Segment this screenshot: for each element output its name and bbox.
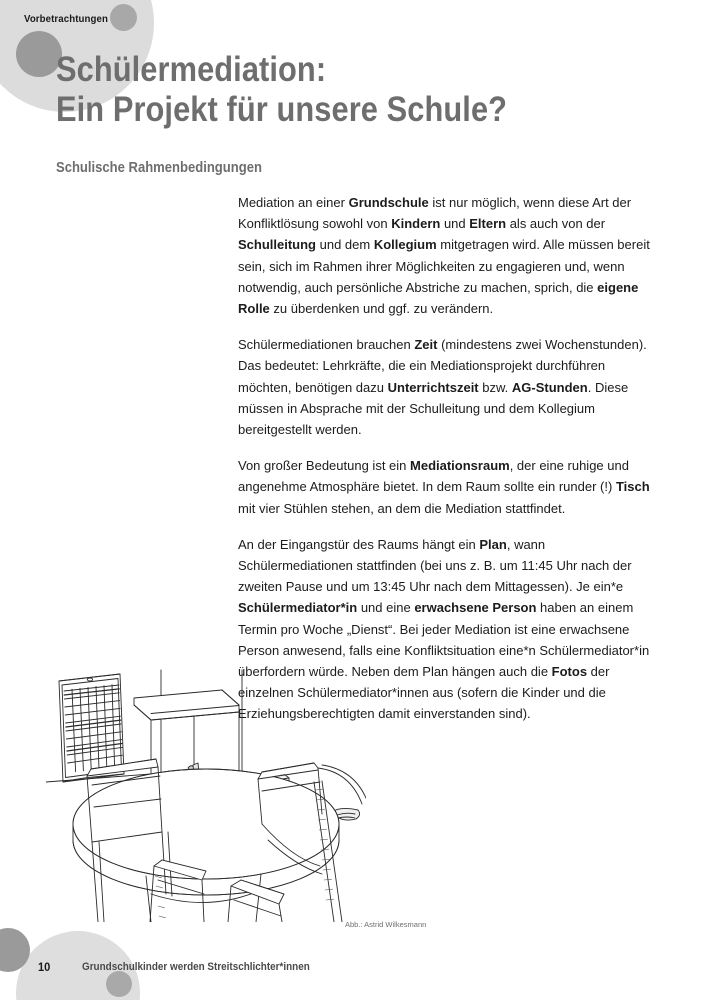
emphasis-term: Grundschule [348, 195, 429, 210]
emphasis-term: Schulleitung [238, 237, 316, 253]
emphasis-term: Mediationsraum [410, 458, 510, 474]
emphasis-term: Eltern [469, 216, 507, 232]
room-illustration [46, 664, 366, 922]
section-tag-label: Vorbetrachtungen [24, 13, 108, 25]
emphasis-term: Kindern [391, 216, 441, 232]
header-decor-small-circle [110, 4, 137, 31]
page-title-line-1: Schülermediation: [56, 50, 327, 89]
round-table-illustration [73, 769, 339, 922]
emphasis-term: Kollegium [373, 237, 437, 253]
figure-caption: Abb.: Astrid Wilkesmann [345, 920, 427, 929]
emphasis-term: Unterrichtszeit [387, 379, 479, 395]
body-text-column [238, 192, 650, 725]
body-paragraph-4: An der Eingangstür des Raums hängt ein Plan, wann Schülermediationen stattfinden (bei uns z. B. um 11:45 Uhr nach der zweiten Pause und um 13:45 Uhr nach dem Mittagessen). Je ein*e Schülermediator*in und eine erwachsene Person haben an einem Termin pro Woche „Dienst“. Bei jeder Mediation ist eine erwachsene Person anwesend, falls eine Konfliktsituation eine*n Schülermediator*in überfordern würde. Neben dem Plan hängen auch die Fotos der einzelnen Schülermediator*innen aus (sofern die Kinder und die Erziehungsberechtigten damit einverstanden sind). [238, 536, 650, 722]
emphasis-term: AG-Stunden [511, 379, 588, 395]
body-paragraph-1: Mediation an einer Grundschule ist nur möglich, wenn diese Art der Konfliktlösung sowohl von Kindern und Eltern als auch von der Schulleitung und dem Kollegium mitgetragen wird. Alle müssen bereit sein, sich im Rahmen ihrer Möglichkeiten zu engagieren und, wenn notwendig, auch persönliche Abstriche zu machen, sprich, die eigene Rolle zu überdenken und ggf. zu verändern. [238, 195, 650, 317]
emphasis-term: erwachsene Person [414, 600, 537, 616]
body-paragraph-3: Von großer Bedeutung ist ein Mediationsraum, der eine ruhige und angenehme Atmosphäre bietet. In dem Raum sollte ein runder (!) Tisch mit vier Stühlen stehen, an dem die Mediation stattfindet. [238, 458, 650, 516]
body-paragraph-2: Schülermediationen brauchen Zeit (mindestens zwei Wochenstunden). Das bedeutet: Lehrkräfte, die ein Mediationsprojekt durchführen möchten, benötigen dazu Unterrichtszeit bzw. AG-Stunden. Diese müssen in Absprache mit der Schulleitung und dem Kollegium bereitgestellt werden. [238, 337, 647, 438]
emphasis-term: Zeit [414, 337, 438, 353]
footer-running-title: Grundschulkinder werden Streitschlichter*innen [82, 961, 310, 973]
page-title [56, 50, 569, 130]
footer-decor-small-circle [106, 971, 132, 997]
emphasis-term: Fotos [551, 664, 588, 680]
page-title-line-2: Ein Projekt für unsere Schule? [56, 90, 508, 129]
section-subheading: Schulische Rahmenbedingungen [56, 160, 262, 176]
emphasis-term: eigene Rolle [238, 279, 639, 317]
emphasis-term: Plan [479, 536, 507, 552]
page-number: 10 [38, 960, 51, 974]
chair-front-right-illustration [228, 880, 284, 922]
emphasis-term: Schülermediator*in [238, 600, 358, 616]
emphasis-term: Tisch [615, 479, 650, 495]
